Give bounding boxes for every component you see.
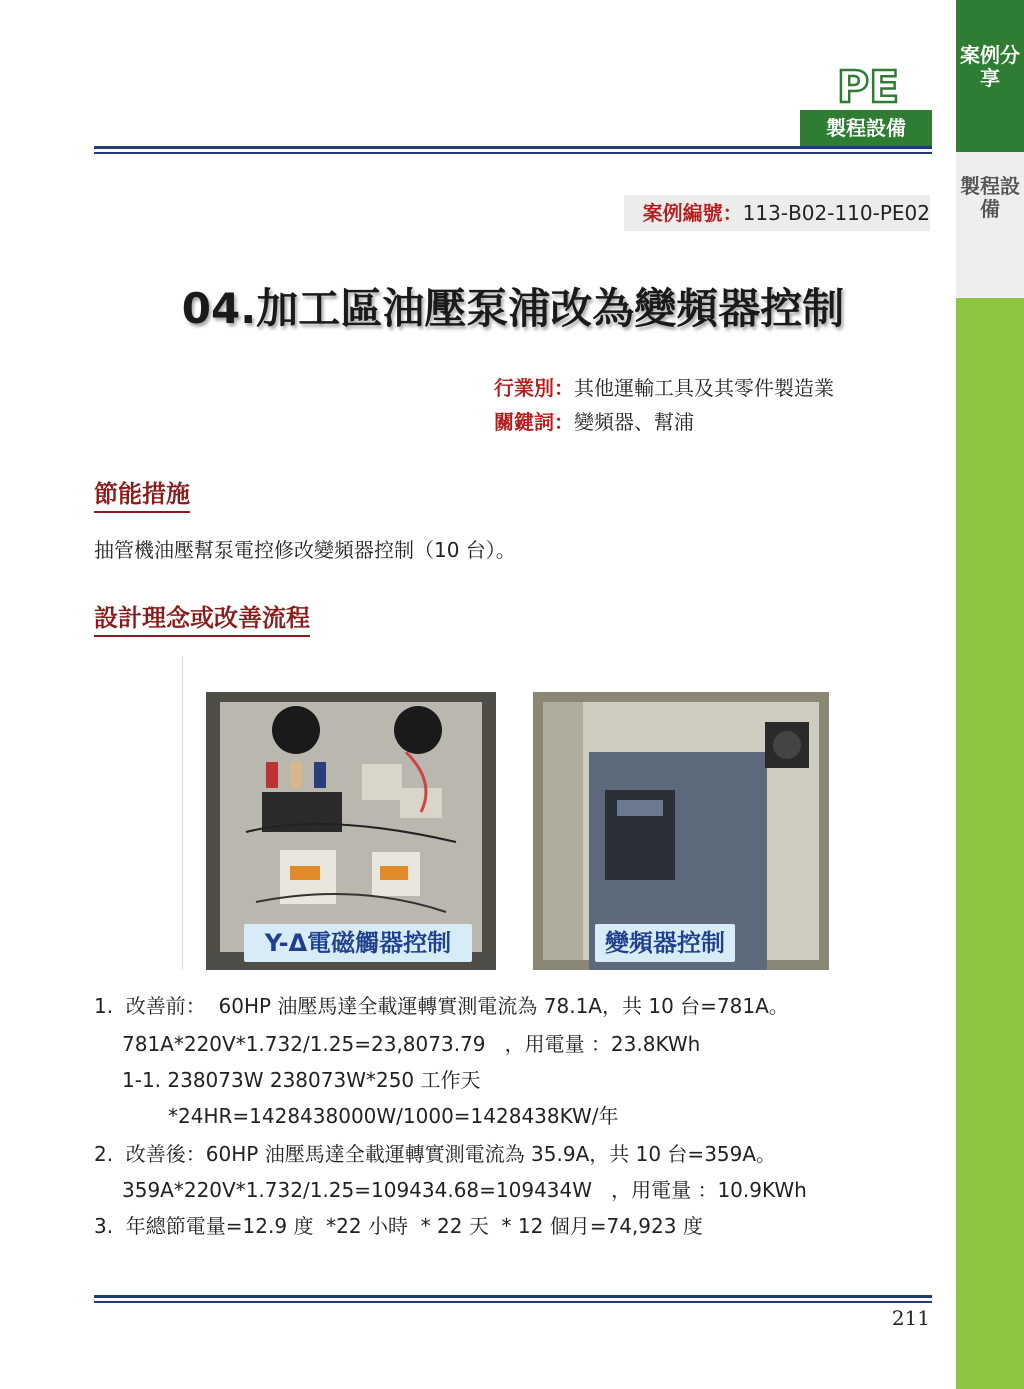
calc-line-3: 1-1. 238073W 238073W*250 工作天: [122, 1068, 481, 1092]
calc-line-7: 3. 年總節電量=12.9 度 *22 小時 * 22 天 * 12 個月=74,923 度: [94, 1214, 703, 1238]
pe-logo: [812, 64, 924, 108]
section-heading-measures: 節能措施: [94, 474, 190, 513]
calc-line-5: 2. 改善後：60HP 油壓馬達全載運轉實測電流為 35.9A，共 10 台=359A。: [94, 1142, 777, 1166]
calc-line-6: 359A*220V*1.732/1.25=109434.68=109434W ，用電量 ：10.9KWh: [122, 1178, 807, 1202]
section-heading-design: 設計理念或改善流程: [94, 598, 310, 637]
footer-rule-thin: [94, 1301, 932, 1303]
keywords-label: 關鍵詞：: [494, 410, 574, 434]
industry-line: [494, 374, 834, 402]
section-badge: 製程設備: [800, 110, 932, 146]
case-number-value: 113-B02-110-PE02: [742, 201, 930, 225]
industry-value: 其他運輸工具及其零件製造業: [574, 376, 834, 400]
keywords-line: [494, 408, 694, 436]
photo-before: [206, 692, 496, 970]
footer-rule: [94, 1295, 932, 1298]
keywords-value: 變頻器、幫浦: [574, 410, 694, 434]
photo-after: [533, 692, 829, 970]
pe-logo-text: PE: [836, 64, 900, 108]
case-number-label: 案例編號：: [642, 201, 743, 225]
calc-line-1: 1. 改善前： 60HP 油壓馬達全載運轉實測電流為 78.1A，共 10 台=781A。: [94, 994, 789, 1018]
photo-divider: [182, 656, 183, 970]
calc-line-2: 781A*220V*1.732/1.25=23,8073.79 ，用電量 ：23.8KWh: [122, 1032, 701, 1056]
header-rule: [94, 146, 932, 149]
page-number: 211: [891, 1306, 930, 1330]
case-number: [624, 195, 930, 231]
calc-line-4: *24HR=1428438000W/1000=1428438KW/年: [168, 1104, 619, 1128]
photo-caption-after: 變頻器控制: [595, 924, 735, 962]
measures-text: 抽管機油壓幫泵電控修改變頻器控制（10 台）。: [94, 538, 516, 562]
side-tab-sub-label: 製程設備: [960, 174, 1020, 221]
header-rule-thin: [94, 152, 932, 154]
page-title: 04.加工區油壓泵浦改為變頻器控制: [181, 284, 845, 333]
photo-caption-before: Y-Δ電磁觸器控制: [244, 924, 472, 962]
side-tab-main-label: 案例分享: [960, 43, 1020, 90]
industry-label: 行業別：: [494, 376, 574, 400]
